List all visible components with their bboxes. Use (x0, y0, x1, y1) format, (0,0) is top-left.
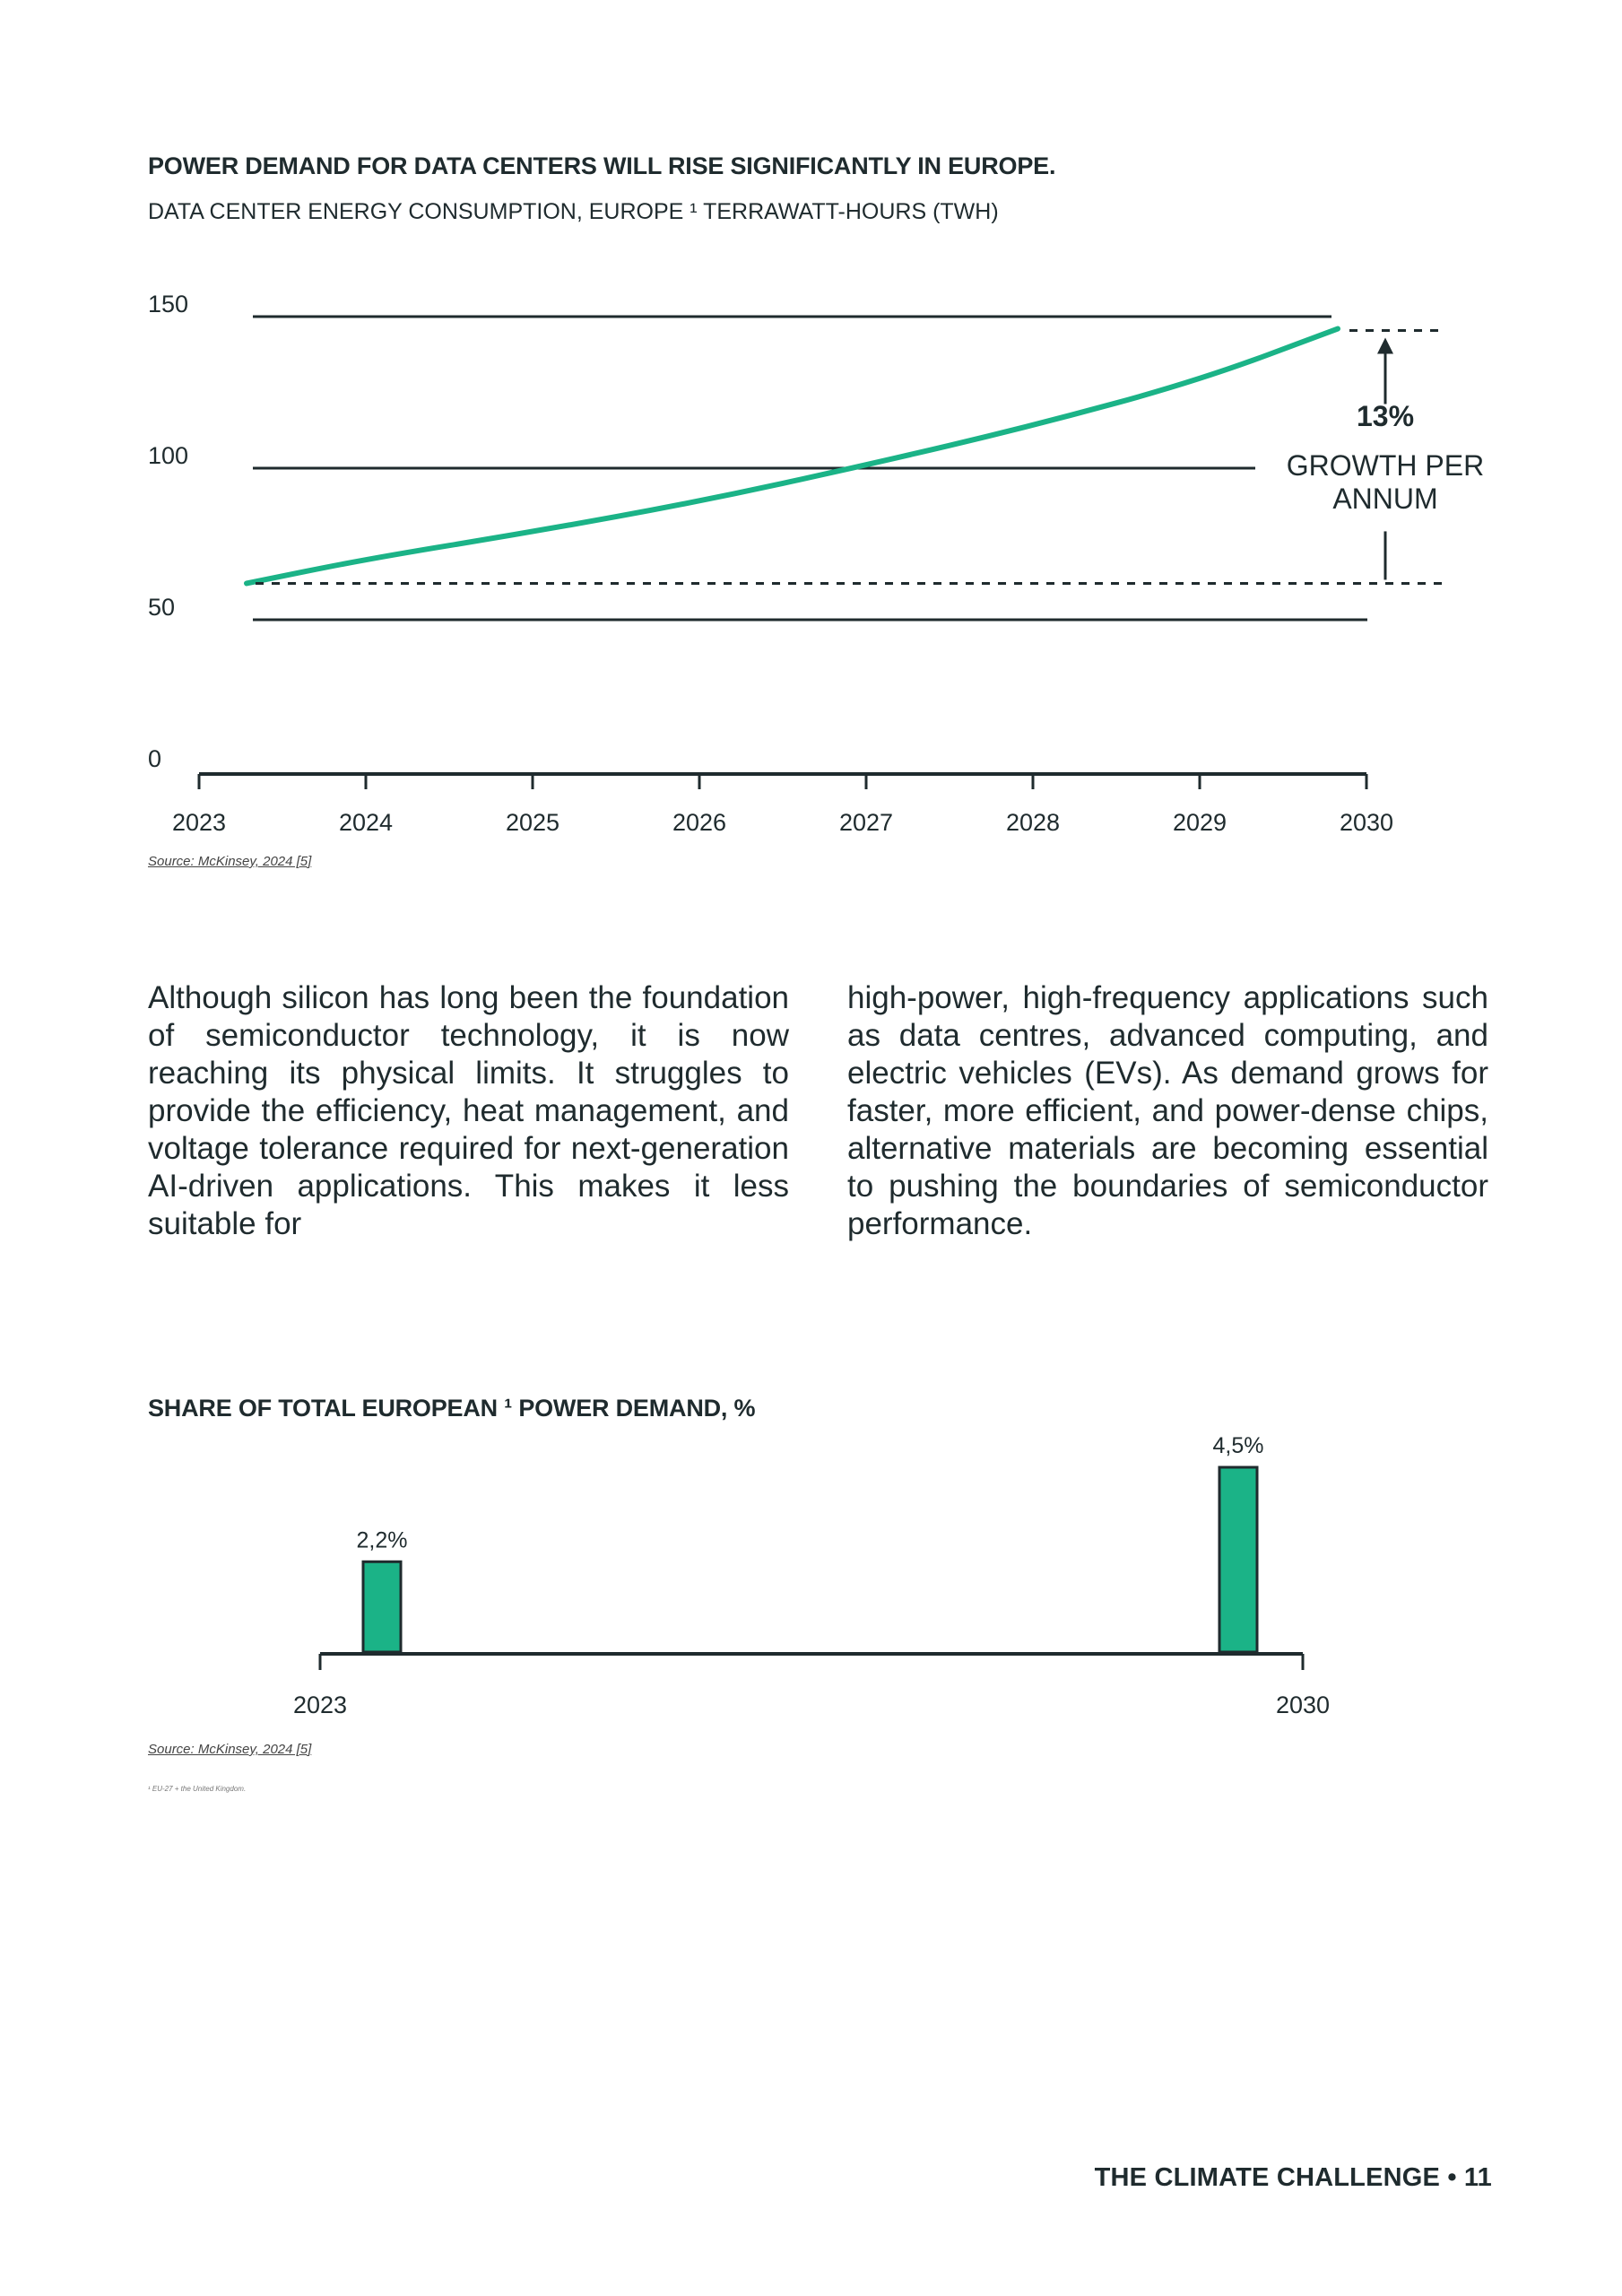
series-line (247, 329, 1338, 584)
bar-value-label: 2,2% (356, 1527, 408, 1553)
bar (1219, 1467, 1257, 1652)
body-column-1: Although silicon has long been the foundation of semiconductor technology, it is now reaching its physical limits. It struggles to provide the efficiency, heat management, and voltage tolerance required for next-generation AI-driven applications. This makes it less suitable for (148, 980, 789, 1241)
bar-value-label: 4,5% (1212, 1433, 1264, 1458)
chart1-subtitle: DATA CENTER ENERGY CONSUMPTION, EUROPE ¹ TERRAWATT-HOURS (TWH) (148, 199, 999, 224)
x-tick-label: 2024 (338, 809, 394, 836)
y-tick-label: 150 (148, 291, 189, 317)
growth-value: 13% (1356, 400, 1415, 432)
chart1-source[interactable]: Source: McKinsey, 2024 [5] (148, 854, 312, 869)
x-tick-label: 2025 (505, 809, 560, 836)
chart1-title: POWER DEMAND FOR DATA CENTERS WILL RISE SIGNIFICANTLY IN EUROPE. (148, 152, 1056, 179)
annotation-arrow-head (1377, 338, 1393, 354)
chart2-source[interactable]: Source: McKinsey, 2024 [5] (148, 1742, 312, 1757)
y-tick-label: 100 (148, 442, 189, 469)
page-footer: THE CLIMATE CHALLENGE • 11 (1094, 2163, 1492, 2192)
x-tick-label: 2030 (1339, 809, 1394, 836)
x-tick-label: 2026 (672, 809, 727, 836)
x-tick-label: 2023 (292, 1692, 348, 1718)
body-column-2: high-power, high-frequency applications such as data centres, advanced computing, and electric vehicles (EVs). As demand grows for faster, more efficient, and power-dense chips, alternative materials are becoming essential to pushing the boundaries of semiconductor performance. (847, 980, 1488, 1241)
x-tick-label: 2028 (1005, 809, 1061, 836)
bar-chart (0, 1417, 1622, 1722)
y-tick-label: 0 (148, 745, 162, 772)
line-chart (0, 269, 1622, 879)
chart2-title: SHARE OF TOTAL EUROPEAN ¹ POWER DEMAND, % (148, 1395, 756, 1422)
x-tick-label: 2030 (1275, 1692, 1331, 1718)
bar (363, 1561, 401, 1652)
footnote: ¹ EU-27 + the United Kingdom. (148, 1785, 247, 1793)
y-tick-label: 50 (148, 594, 176, 621)
growth-label-line2: ANNUM (1332, 483, 1438, 515)
growth-label-line1: GROWTH PER (1286, 449, 1485, 482)
x-tick-label: 2027 (838, 809, 894, 836)
x-tick-label: 2029 (1172, 809, 1227, 836)
x-tick-label: 2023 (171, 809, 227, 836)
